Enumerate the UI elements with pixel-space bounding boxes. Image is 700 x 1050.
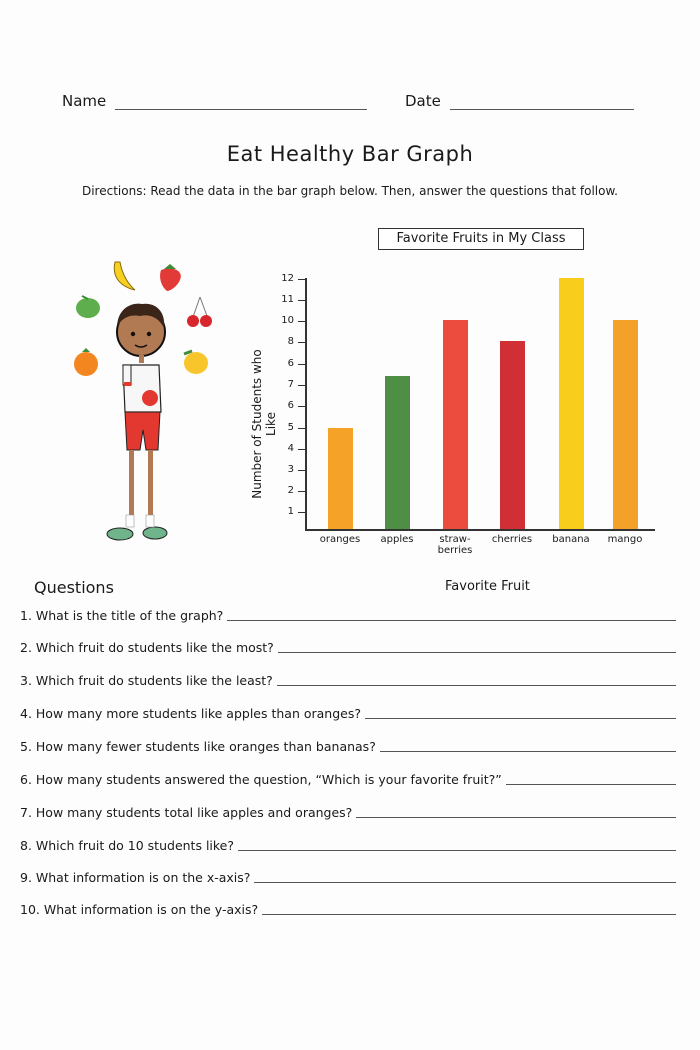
answer-line-4[interactable] bbox=[365, 717, 676, 719]
y-tick bbox=[298, 406, 305, 407]
question-text: 3. Which fruit do students like the least? bbox=[20, 673, 273, 688]
y-tick bbox=[298, 491, 305, 492]
answer-line-8[interactable] bbox=[238, 849, 676, 851]
y-tick bbox=[298, 342, 305, 343]
name-line[interactable] bbox=[115, 93, 367, 110]
answer-line-5[interactable] bbox=[380, 750, 676, 752]
y-tick bbox=[298, 428, 305, 429]
y-tick bbox=[298, 300, 305, 301]
y-tick-label: 8 bbox=[287, 336, 294, 347]
y-tick bbox=[298, 279, 305, 280]
answer-line-6[interactable] bbox=[506, 783, 676, 785]
bar-strawberries bbox=[443, 320, 468, 529]
question-text: 4. How many more students like apples than oranges? bbox=[20, 706, 361, 721]
questions-heading: Questions bbox=[34, 578, 114, 597]
answer-line-1[interactable] bbox=[227, 619, 676, 621]
question-text: 10. What information is on the y-axis? bbox=[20, 902, 259, 917]
question-text: 7. How many students total like apples and oranges? bbox=[20, 805, 353, 820]
directions-label: Directions: bbox=[81, 184, 147, 198]
question-7 bbox=[20, 805, 676, 820]
chart-title: Favorite Fruits in My Class bbox=[378, 228, 584, 250]
x-label-mango: mango bbox=[607, 534, 643, 545]
directions bbox=[0, 184, 700, 198]
child-with-fruits-illustration bbox=[60, 250, 230, 550]
answer-line-7[interactable] bbox=[356, 816, 676, 818]
y-tick bbox=[298, 470, 305, 471]
question-text: 6. How many students answered the question, “Which is your favorite fruit?” bbox=[20, 772, 502, 787]
question-text: 1. What is the title of the graph? bbox=[20, 608, 224, 623]
strawberry-icon bbox=[160, 264, 181, 291]
date-label: Date bbox=[405, 92, 441, 110]
y-tick bbox=[298, 512, 305, 513]
page-title: Eat Healthy Bar Graph bbox=[226, 142, 474, 166]
question-1 bbox=[20, 608, 676, 623]
question-text: 9. What information is on the x-axis? bbox=[20, 870, 251, 885]
y-axis-label: Number of Students who Like bbox=[250, 349, 278, 499]
banana-icon bbox=[114, 262, 135, 290]
child-figure bbox=[107, 304, 167, 540]
question-3 bbox=[20, 673, 676, 688]
favorite-fruit-heading: Favorite Fruit bbox=[445, 579, 530, 594]
y-tick-label: 6 bbox=[287, 400, 294, 411]
y-tick-label: 3 bbox=[287, 464, 294, 475]
cherries-icon bbox=[187, 297, 212, 327]
question-text: 2. Which fruit do students like the most? bbox=[20, 640, 274, 655]
name-field[interactable] bbox=[62, 92, 367, 110]
question-9 bbox=[20, 870, 676, 885]
question-5 bbox=[20, 739, 676, 754]
y-tick-label: 11 bbox=[281, 294, 294, 305]
x-label-strawberries-line2: berries bbox=[437, 545, 473, 556]
question-2 bbox=[20, 640, 676, 655]
bar-oranges bbox=[328, 428, 353, 529]
question-text: 5. How many fewer students like oranges than bananas? bbox=[20, 739, 376, 754]
orange-icon bbox=[74, 348, 98, 376]
bar-apples bbox=[385, 376, 410, 529]
question-10 bbox=[20, 902, 676, 917]
y-tick bbox=[298, 364, 305, 365]
bar-cherries bbox=[500, 341, 525, 529]
question-4 bbox=[20, 706, 676, 721]
green-apple-icon bbox=[76, 296, 100, 318]
question-8 bbox=[20, 838, 676, 853]
y-tick-label: 1 bbox=[287, 506, 294, 517]
x-label-strawberries-line1: straw- bbox=[439, 534, 471, 545]
y-tick-label: 5 bbox=[287, 422, 294, 433]
y-tick-label: 2 bbox=[287, 485, 294, 496]
y-tick bbox=[298, 321, 305, 322]
name-label: Name bbox=[62, 92, 107, 110]
y-tick-label: 6 bbox=[287, 358, 294, 369]
y-axis bbox=[305, 278, 307, 530]
answer-line-9[interactable] bbox=[254, 881, 676, 883]
y-tick bbox=[298, 385, 305, 386]
date-field[interactable] bbox=[405, 92, 634, 110]
question-text: 8. Which fruit do 10 students like? bbox=[20, 838, 235, 853]
directions-text: Read the data in the bar graph below. Then, answer the questions that follow. bbox=[146, 184, 618, 198]
x-label-oranges: oranges bbox=[319, 534, 361, 545]
x-label-apples: apples bbox=[380, 534, 414, 545]
bar-mango bbox=[613, 320, 638, 529]
mango-icon bbox=[184, 351, 208, 374]
y-tick bbox=[298, 449, 305, 450]
x-label-cherries: cherries bbox=[491, 534, 533, 545]
y-tick-label: 12 bbox=[281, 273, 294, 284]
answer-line-2[interactable] bbox=[278, 651, 676, 653]
x-label-strawberries bbox=[427, 534, 483, 556]
x-axis bbox=[305, 529, 655, 531]
question-6 bbox=[20, 772, 676, 787]
answer-line-10[interactable] bbox=[262, 913, 676, 915]
y-tick-label: 4 bbox=[287, 443, 294, 454]
answer-line-3[interactable] bbox=[277, 684, 676, 686]
y-tick-label: 10 bbox=[281, 315, 294, 326]
x-label-banana: banana bbox=[552, 534, 590, 545]
date-line[interactable] bbox=[450, 93, 634, 110]
bar-banana bbox=[559, 278, 584, 529]
y-tick-label: 7 bbox=[287, 379, 294, 390]
